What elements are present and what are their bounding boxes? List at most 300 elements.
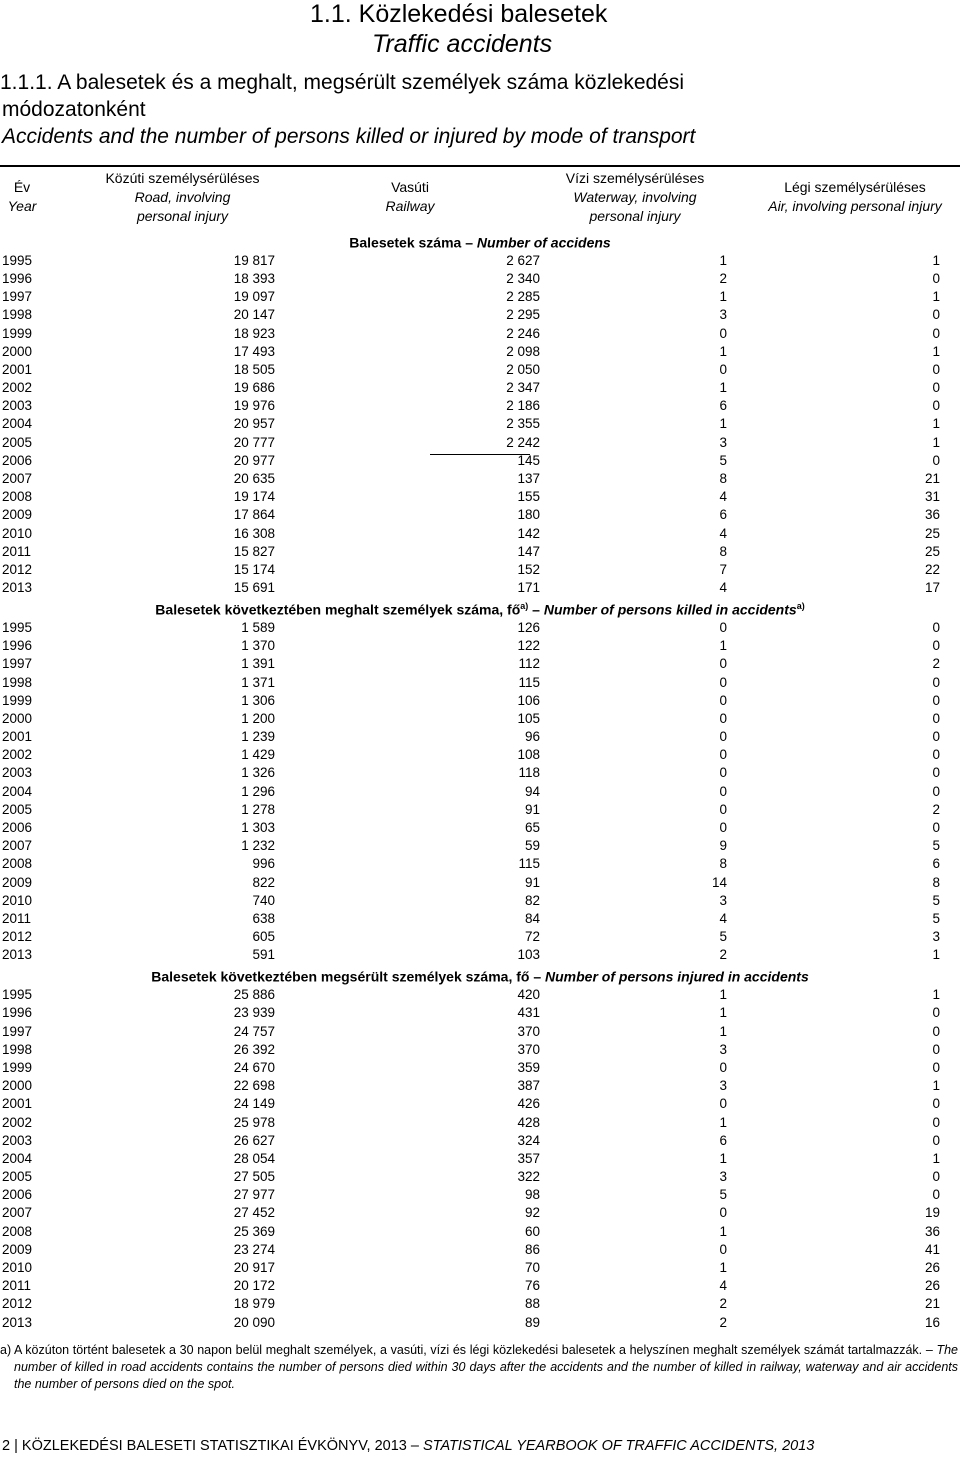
table-cell: 2012 (2, 561, 33, 577)
table-cell: 2013 (2, 580, 33, 596)
table-cell: 0 (719, 325, 727, 341)
table-cell: 25 (924, 543, 940, 559)
table-cell: 8 (932, 874, 940, 890)
table-cell: 2 627 (506, 252, 540, 268)
table-cell: 2 (719, 1314, 727, 1330)
table-cell: 2 098 (506, 343, 540, 359)
table-cell: 26 (924, 1260, 940, 1275)
table-row (0, 710, 960, 728)
table-cell: 18 923 (233, 325, 275, 341)
table-cell: 1 (719, 1114, 727, 1130)
col-header-air (750, 178, 960, 216)
table-cell: 322 (517, 1169, 540, 1185)
table-row (0, 692, 960, 710)
table-cell: 1 (719, 416, 727, 432)
table-cell: 25 (924, 525, 940, 541)
table-cell: 2011 (2, 910, 32, 926)
table-cell: 324 (517, 1132, 540, 1148)
table-cell: 2011 (2, 543, 32, 559)
table-cell: 0 (719, 765, 727, 781)
table-cell: 1 (719, 987, 727, 1003)
table-cell: 25 886 (233, 987, 275, 1003)
table-cell: 19 (924, 1205, 940, 1221)
table-cell: 84 (524, 910, 540, 926)
table-cell: 1 (932, 434, 940, 450)
table-cell: 3 (719, 1078, 727, 1094)
table-cell: 2012 (2, 929, 33, 945)
table-row (0, 1132, 960, 1150)
table-cell: 180 (517, 507, 540, 523)
table-cell: 1 (719, 1150, 727, 1166)
table-cell: 2005 (2, 1169, 33, 1185)
table-title-hu-cont: módozatonként (2, 98, 146, 121)
section-title-en: Number of accidens (476, 234, 611, 251)
table-cell: 152 (517, 561, 540, 577)
table-cell: 20 777 (233, 434, 275, 450)
table-cell: 14 (711, 874, 727, 890)
table-cell: 0 (719, 1059, 727, 1075)
table-cell: 2000 (2, 1078, 33, 1094)
table-cell: 59 (524, 838, 540, 854)
footnote-marker: a) (0, 1343, 12, 1357)
table-cell: 6 (719, 507, 727, 523)
table-cell: 4 (719, 580, 727, 596)
table-cell: 0 (932, 1114, 940, 1130)
table-cell: 0 (932, 270, 940, 286)
table-cell: 2013 (2, 1314, 33, 1330)
section-title-hu: Balesetek következtében megsérült személyek száma, fő (151, 969, 530, 986)
table-cell: 19 174 (233, 489, 275, 505)
table-cell: 0 (719, 1205, 727, 1221)
table-cell: 86 (524, 1241, 540, 1257)
table-cell: 1 (719, 638, 727, 654)
table-cell: 2009 (2, 507, 33, 523)
section-dash: – (533, 969, 542, 986)
col-road-en1: Road, involving (134, 189, 231, 205)
table-cell: 15 174 (233, 561, 275, 577)
table-row (0, 1150, 960, 1168)
table-cell: 822 (252, 874, 275, 890)
table-row (0, 1277, 960, 1295)
table-cell: 2001 (2, 1096, 33, 1112)
col-road-hu: Közúti személysérüléses (105, 170, 260, 186)
table-cell: 2 295 (506, 307, 540, 323)
table-cell: 0 (719, 729, 727, 745)
table-cell: 0 (932, 820, 940, 836)
table-cell: 0 (932, 747, 940, 763)
table-cell: 1 (932, 947, 940, 963)
table-cell: 1 589 (241, 619, 275, 635)
table-cell: 76 (524, 1278, 540, 1294)
table-row (0, 379, 960, 397)
table-cell: 36 (924, 1223, 940, 1239)
table-cell: 0 (932, 1041, 940, 1057)
table-cell: 605 (252, 929, 275, 945)
table-row (0, 1113, 960, 1131)
table-row (0, 837, 960, 855)
table-cell: 2010 (2, 525, 33, 541)
table-cell: 118 (518, 765, 540, 781)
table-cell: 2007 (2, 838, 33, 854)
table-cell: 0 (719, 619, 727, 635)
table-row (0, 343, 960, 361)
table-cell: 428 (517, 1114, 540, 1130)
table-row (0, 855, 960, 873)
col-water-hu: Vízi személysérüléses (565, 170, 705, 186)
table-cell: 0 (932, 1187, 940, 1203)
col-header-water (550, 169, 720, 226)
table-cell: 1 (719, 1023, 727, 1039)
table-cell: 3 (719, 434, 727, 450)
table-cell: 8 (719, 856, 727, 872)
page-title: 1.1. Közlekedési balesetek (310, 0, 608, 28)
section-dash: – (532, 601, 540, 618)
table-row (0, 946, 960, 964)
table-cell: 2006 (2, 452, 33, 468)
table-cell: 387 (517, 1078, 540, 1094)
table-cell: 17 493 (233, 343, 275, 359)
table-cell: 31 (924, 489, 940, 505)
table-cell: 16 308 (233, 525, 275, 541)
table-cell: 2004 (2, 783, 33, 799)
table-row (0, 488, 960, 506)
table-cell: 1 239 (241, 729, 275, 745)
table-row (0, 288, 960, 306)
table-cell: 96 (524, 729, 540, 745)
table-cell: 98 (524, 1187, 540, 1203)
table-cell: 0 (932, 398, 940, 414)
table-cell: 137 (517, 471, 540, 486)
table-cell: 91 (524, 874, 540, 890)
table-cell: 0 (932, 638, 940, 654)
table-cell: 92 (524, 1205, 540, 1221)
table-cell: 1 (719, 289, 727, 305)
table-cell: 24 757 (233, 1023, 275, 1039)
table-cell: 0 (719, 820, 727, 836)
table-cell: 4 (719, 525, 727, 541)
page-footer (2, 1436, 814, 1456)
table-cell: 115 (518, 674, 540, 690)
table-cell: 2005 (2, 434, 33, 450)
table-cell: 20 917 (233, 1260, 275, 1275)
table-cell: 4 (719, 910, 727, 926)
table-cell: 65 (524, 820, 540, 836)
table-row (0, 1168, 960, 1186)
table-cell: 70 (524, 1260, 540, 1275)
table-cell: 1996 (2, 1005, 33, 1021)
table-cell: 18 979 (233, 1296, 275, 1312)
table-cell: 1 232 (241, 838, 275, 854)
table-cell: 1 (932, 1150, 940, 1166)
table-cell: 0 (719, 783, 727, 799)
table-row (0, 470, 960, 488)
table-cell: 18 393 (233, 270, 275, 286)
table-row (0, 306, 960, 324)
table-cell: 1 (932, 1078, 940, 1094)
table-cell: 0 (932, 710, 940, 726)
table-cell: 0 (932, 765, 940, 781)
table-cell: 0 (932, 452, 940, 468)
table-cell: 1996 (2, 270, 33, 286)
table-cell: 72 (524, 929, 540, 945)
table-row (0, 397, 960, 415)
table-cell: 2 242 (506, 434, 540, 450)
table-row (0, 910, 960, 928)
table-row (0, 1223, 960, 1241)
table-cell: 20 977 (233, 452, 275, 468)
table-cell: 0 (932, 380, 940, 396)
table-cell: 1 278 (241, 801, 275, 817)
table-cell: 115 (518, 856, 540, 872)
table-cell: 41 (924, 1241, 940, 1257)
table-cell: 1998 (2, 307, 33, 323)
table-cell: 2 285 (506, 289, 540, 305)
table-cell: 2006 (2, 1187, 33, 1203)
table-cell: 1 370 (241, 638, 275, 654)
table-cell: 2 355 (506, 416, 540, 432)
table-cell: 20 147 (233, 307, 275, 323)
table-cell: 1996 (2, 638, 33, 654)
table-cell: 1997 (2, 289, 33, 305)
table-cell: 0 (719, 674, 727, 690)
table-cell: 24 670 (233, 1059, 275, 1075)
table-cell: 0 (719, 710, 727, 726)
table-cell: 0 (932, 674, 940, 690)
table-row (0, 1259, 960, 1277)
col-year-en: Year (7, 198, 37, 214)
table-cell: 2000 (2, 710, 33, 726)
table-cell: 357 (517, 1150, 540, 1166)
table-cell: 147 (517, 543, 540, 559)
table-row (0, 252, 960, 270)
table-cell: 6 (932, 856, 940, 872)
table-row (0, 361, 960, 379)
table-cell: 105 (517, 710, 540, 726)
footer-title-hu: KÖZLEKEDÉSI BALESETI STATISZTIKAI ÉVKÖNYV, 2013 (21, 1438, 407, 1454)
table-cell: 2013 (2, 947, 33, 963)
table-cell: 0 (932, 783, 940, 799)
table-cell: 1999 (2, 325, 33, 341)
col-header-year (2, 178, 42, 216)
table-row (0, 434, 960, 452)
table-cell: 106 (517, 692, 540, 708)
table-cell: 0 (932, 729, 940, 745)
table-row (0, 1241, 960, 1259)
table-cell: 3 (932, 929, 940, 945)
table-cell: 0 (932, 1059, 940, 1075)
table-cell: 21 (924, 1296, 940, 1312)
col-rail-hu: Vasúti (391, 179, 429, 195)
table-cell: 5 (932, 910, 940, 926)
table-cell: 0 (932, 1023, 940, 1039)
table-cell: 0 (932, 692, 940, 708)
table-cell: 1 (719, 252, 727, 268)
table-row (0, 673, 960, 691)
table-cell: 126 (517, 619, 540, 635)
table-row (0, 1041, 960, 1059)
table-cell: 2 186 (506, 398, 540, 414)
table-cell: 2001 (2, 361, 33, 377)
col-rail-en: Railway (385, 198, 435, 214)
table-cell: 8 (719, 471, 727, 486)
col-header-road (100, 169, 265, 226)
table-cell: 22 (924, 561, 940, 577)
table-cell: 22 698 (233, 1078, 275, 1094)
table-cell: 20 172 (233, 1278, 275, 1294)
table-row (0, 801, 960, 819)
table-cell: 1 (932, 252, 940, 268)
table-cell: 2003 (2, 398, 33, 414)
table-cell: 591 (252, 947, 275, 963)
section-footnote-ref: a) (520, 601, 529, 612)
table-cell: 0 (719, 747, 727, 763)
table-cell: 25 369 (233, 1223, 275, 1239)
table-cell: 0 (719, 1241, 727, 1257)
table-cell: 1 (719, 1005, 727, 1021)
data-table (0, 230, 960, 1332)
table-row (0, 524, 960, 542)
table-row (0, 783, 960, 801)
table-cell: 4 (719, 1278, 727, 1294)
table-cell: 1 (719, 343, 727, 359)
footnote-en: The number of killed in road accidents contains the number of persons died within 30 days after the accidents and the number of killed in railway, waterway and air accidents the number of persons died on the spot. (14, 1343, 958, 1391)
footer-title-en: STATISTICAL YEARBOOK OF TRAFFIC ACCIDENTS, 2013 (423, 1438, 815, 1454)
table-cell: 2 (932, 656, 940, 672)
table-cell: 2009 (2, 1241, 33, 1257)
table-cell: 2 050 (506, 361, 540, 377)
table-cell: 5 (719, 1187, 727, 1203)
table-cell: 2008 (2, 1223, 33, 1239)
table-cell: 2007 (2, 471, 33, 486)
table-cell: 19 817 (233, 252, 275, 268)
col-road-en2: personal injury (136, 208, 229, 224)
table-cell: 1998 (2, 1041, 33, 1057)
table-row (0, 579, 960, 597)
table-cell: 2003 (2, 765, 33, 781)
table-cell: 27 505 (233, 1169, 275, 1185)
col-year-hu: Év (13, 179, 31, 195)
table-cell: 359 (517, 1059, 540, 1075)
table-cell: 89 (524, 1314, 540, 1330)
table-row (0, 1095, 960, 1113)
section-title-en: Number of persons killed in accidents (543, 601, 797, 618)
page-number: 2 (2, 1438, 11, 1454)
table-cell: 1 (932, 289, 940, 305)
page-title-en: Traffic accidents (372, 30, 553, 58)
table-cell: 0 (932, 1169, 940, 1185)
col-water-en1: Waterway, involving (573, 189, 697, 205)
table-cell: 370 (517, 1041, 540, 1057)
table-cell: 1 429 (241, 747, 275, 763)
table-cell: 2004 (2, 416, 33, 432)
table-cell: 0 (932, 1132, 940, 1148)
footnote-hu: A közúton történt balesetek a 30 napon belül meghalt személyek, a vasúti, vízi és légi közlekedési balesetek a helyszínen meghalt személyek számát tartalmazzák. (14, 1343, 923, 1357)
table-cell: 145 (517, 452, 540, 468)
table-cell: 26 (924, 1278, 940, 1294)
table-row (0, 324, 960, 342)
table-cell: 0 (719, 361, 727, 377)
table-cell: 1 326 (241, 765, 275, 781)
table-row (0, 1022, 960, 1040)
footer-separator: | (14, 1438, 18, 1454)
table-cell: 1 391 (241, 656, 275, 672)
col-header-rail (370, 178, 450, 216)
table-cell: 91 (524, 801, 540, 817)
table-cell: 26 627 (233, 1132, 275, 1148)
table-cell: 60 (524, 1223, 540, 1239)
table-cell: 0 (932, 361, 940, 377)
table-cell: 5 (719, 929, 727, 945)
table-row (0, 892, 960, 910)
table-row (0, 764, 960, 782)
section-title-hu: Balesetek következtében meghalt személyek száma, fő (155, 601, 521, 618)
table-cell: 1 (932, 416, 940, 432)
table-cell: 3 (719, 1041, 727, 1057)
table-cell: 2 246 (506, 325, 540, 341)
table-cell: 1 306 (241, 692, 275, 708)
table-cell: 0 (932, 325, 940, 341)
section-footnote-ref-en: a) (796, 601, 805, 612)
table-cell: 1998 (2, 674, 33, 690)
table-cell: 426 (517, 1096, 540, 1112)
table-cell: 1999 (2, 692, 33, 708)
table-cell: 171 (517, 580, 540, 596)
header-rule (0, 165, 960, 167)
table-cell: 103 (517, 947, 540, 963)
table-cell: 1997 (2, 1023, 33, 1039)
table-cell: 28 054 (233, 1150, 275, 1166)
table-row (0, 270, 960, 288)
table-row (0, 1186, 960, 1204)
table-cell: 2005 (2, 801, 33, 817)
table-cell: 88 (524, 1296, 540, 1312)
break-in-series-line (430, 454, 530, 455)
table-row (0, 1059, 960, 1077)
table-cell: 21 (924, 471, 940, 486)
col-water-en2: personal injury (589, 208, 681, 224)
table-cell: 1 (932, 987, 940, 1003)
table-cell: 15 827 (233, 543, 275, 559)
table-cell: 0 (719, 1096, 727, 1112)
table-cell: 24 149 (233, 1096, 275, 1112)
table-cell: 5 (932, 892, 940, 908)
table-cell: 1 371 (241, 674, 275, 690)
table-row (0, 986, 960, 1004)
table-cell: 142 (517, 525, 540, 541)
table-cell: 2 (719, 270, 727, 286)
table-cell: 2001 (2, 729, 33, 745)
table-cell: 0 (719, 656, 727, 672)
table-cell: 0 (932, 307, 940, 323)
table-cell: 16 (924, 1314, 940, 1330)
footnote (0, 1342, 958, 1393)
table-cell: 2011 (2, 1278, 32, 1294)
table-title-en: Accidents and the number of persons killed or injured by mode of transport (2, 125, 696, 148)
table-cell: 1 (932, 343, 940, 359)
table-cell: 2008 (2, 856, 33, 872)
table-cell: 431 (517, 1005, 540, 1021)
table-cell: 108 (517, 747, 540, 763)
table-cell: 2004 (2, 1150, 33, 1166)
table-cell: 23 274 (233, 1241, 275, 1257)
table-cell: 7 (719, 561, 727, 577)
table-cell: 2007 (2, 1205, 33, 1221)
table-cell: 2010 (2, 892, 33, 908)
section-title (0, 964, 960, 986)
table-cell: 1995 (2, 987, 33, 1003)
table-cell: 2 (719, 947, 727, 963)
table-cell: 0 (932, 1005, 940, 1021)
